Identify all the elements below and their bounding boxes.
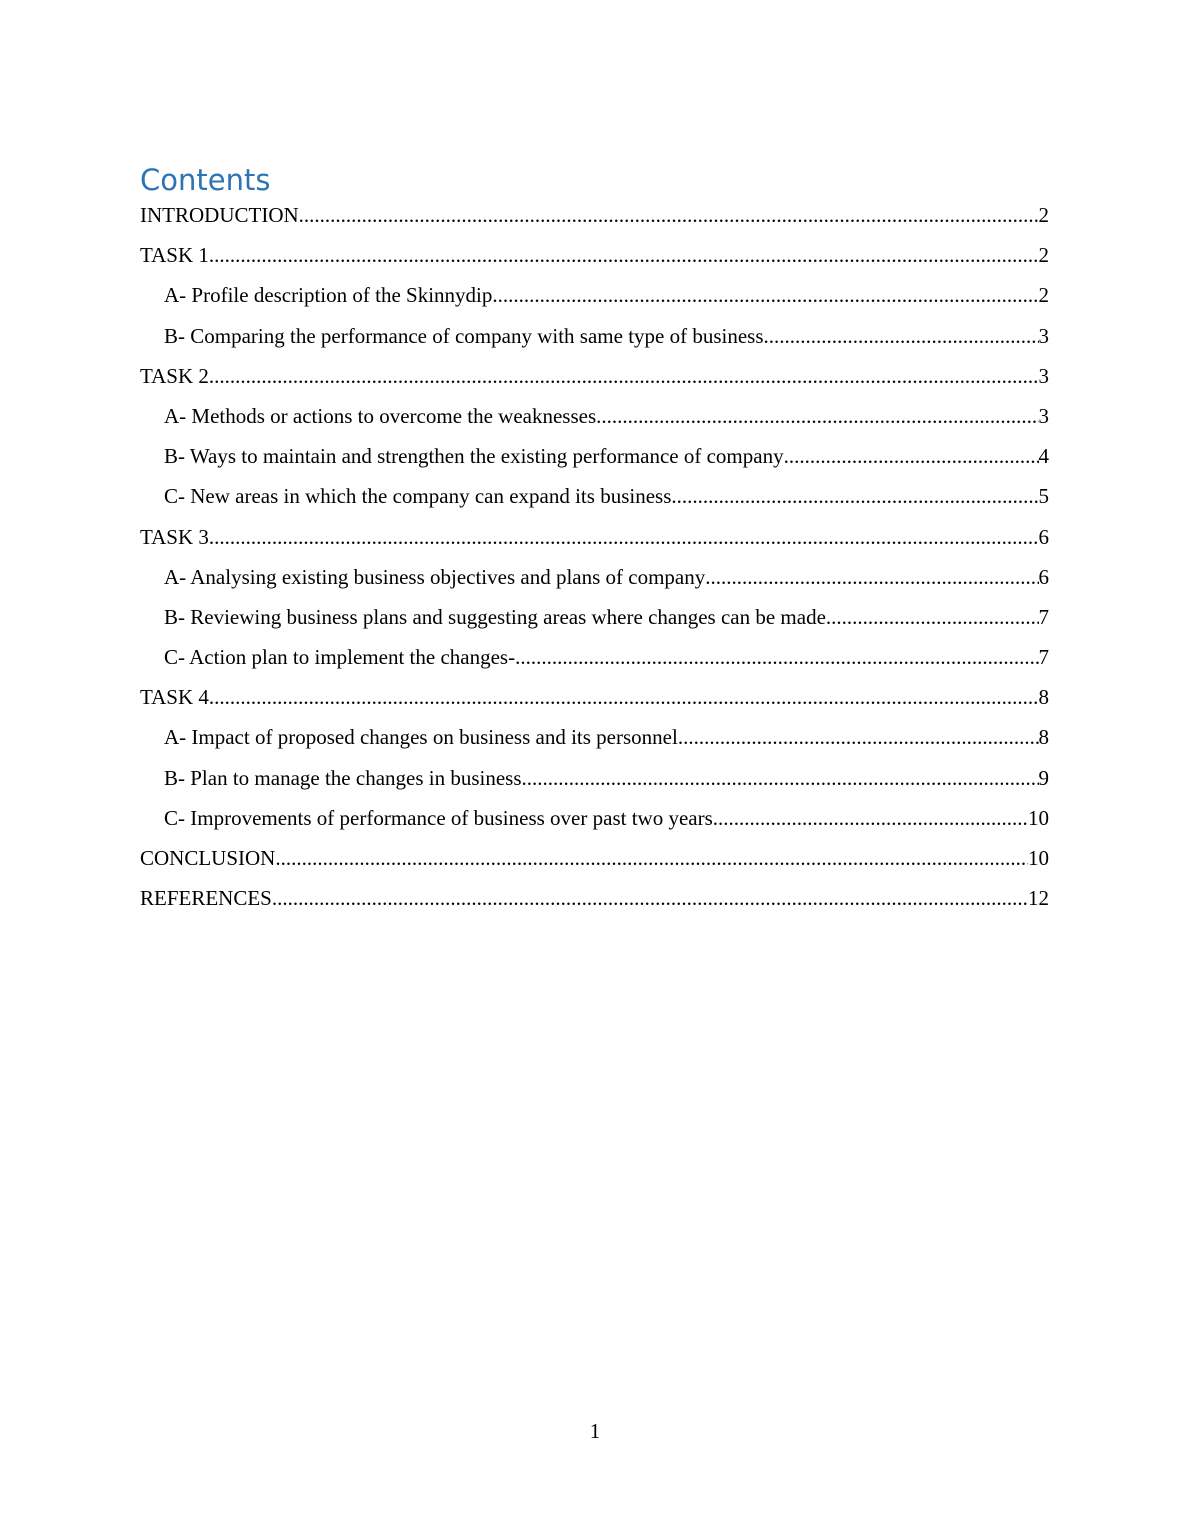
toc-entry[interactable] [140,560,1049,600]
toc-entry[interactable] [140,319,1049,359]
toc-entry[interactable] [140,479,1049,519]
toc-entry-page: 8 [1038,685,1049,710]
toc-entry-page: 7 [1038,645,1049,670]
toc-dot-leader [209,359,1039,393]
table-of-contents [140,198,1049,921]
toc-entry-page: 4 [1038,444,1049,469]
toc-entry-page: 5 [1038,484,1049,509]
toc-entry-page: 3 [1038,363,1049,388]
toc-entry[interactable] [140,238,1049,278]
toc-entry-title: B- Reviewing business plans and suggesting areas where changes can be made [164,604,826,629]
toc-entry-title: CONCLUSION [140,846,276,870]
toc-dot-leader [713,801,1028,835]
toc-entry-page: 10 [1028,846,1049,870]
toc-dot-leader [209,520,1039,554]
toc-dot-leader [784,439,1039,473]
toc-entry-title: TASK 4 [140,685,209,710]
toc-entry-title: TASK 2 [140,363,209,388]
toc-entry-title: TASK 1 [140,243,209,268]
toc-entry[interactable] [140,801,1049,841]
toc-entry-title: C- New areas in which the company can expand its business [164,484,672,509]
toc-entry-title: INTRODUCTION [140,203,299,227]
toc-entry[interactable] [140,198,1049,238]
toc-entry-title: C- Improvements of performance of business over past two years [164,805,713,830]
page-number: 1 [589,1419,601,1443]
toc-entry-page: 3 [1038,403,1049,428]
toc-entry[interactable] [140,680,1049,720]
toc-dot-leader [515,640,1038,674]
toc-entry-page: 7 [1038,604,1049,629]
toc-entry-title: B- Plan to manage the changes in business [164,765,522,790]
toc-entry-page: 2 [1038,283,1049,308]
toc-entry[interactable] [140,439,1049,479]
toc-dot-leader [671,479,1038,513]
toc-dot-leader [209,238,1039,272]
toc-entry[interactable] [140,640,1049,680]
toc-entry-title: A- Impact of proposed changes on business and its personnel [164,725,678,750]
toc-dot-leader [492,278,1038,312]
toc-entry-page: 2 [1038,243,1049,268]
toc-entry-page: 6 [1038,564,1049,589]
toc-dot-leader [826,600,1039,634]
toc-entry-page: 10 [1028,805,1049,830]
toc-entry[interactable] [140,278,1049,318]
toc-heading: Contents [140,163,271,197]
toc-entry[interactable] [140,359,1049,399]
toc-entry-page: 9 [1038,765,1049,790]
toc-entry-page: 6 [1038,524,1049,549]
toc-entry[interactable] [140,600,1049,640]
toc-dot-leader [596,399,1038,433]
toc-dot-leader [299,198,1039,232]
toc-entry-title: REFERENCES [140,886,272,911]
toc-entry[interactable] [140,720,1049,760]
toc-entry[interactable] [140,520,1049,560]
toc-entry-title: TASK 3 [140,524,209,549]
toc-entry-title: B- Comparing the performance of company with same type of business [164,323,764,348]
toc-entry-page: 8 [1038,725,1049,750]
toc-entry[interactable] [140,841,1049,881]
toc-entry-title: A- Profile description of the Skinnydip [164,283,493,308]
toc-entry-page: 12 [1028,886,1049,911]
toc-entry-page: 2 [1038,203,1049,227]
toc-entry[interactable] [140,399,1049,439]
toc-dot-leader [705,560,1038,594]
toc-entry-title: C- Action plan to implement the changes- [164,645,516,670]
toc-entry-title: A- Methods or actions to overcome the weaknesses [164,403,597,428]
toc-entry-page: 3 [1038,323,1049,348]
toc-entry-title: A- Analysing existing business objectives and plans of company [164,564,706,589]
toc-dot-leader [678,720,1039,754]
toc-dot-leader [764,319,1039,353]
toc-dot-leader [275,841,1028,875]
toc-entry[interactable] [140,761,1049,801]
toc-dot-leader [209,680,1039,714]
toc-dot-leader [522,761,1039,795]
toc-entry-title: B- Ways to maintain and strengthen the existing performance of company [164,444,784,469]
toc-entry[interactable] [140,881,1049,921]
toc-dot-leader [272,881,1028,915]
